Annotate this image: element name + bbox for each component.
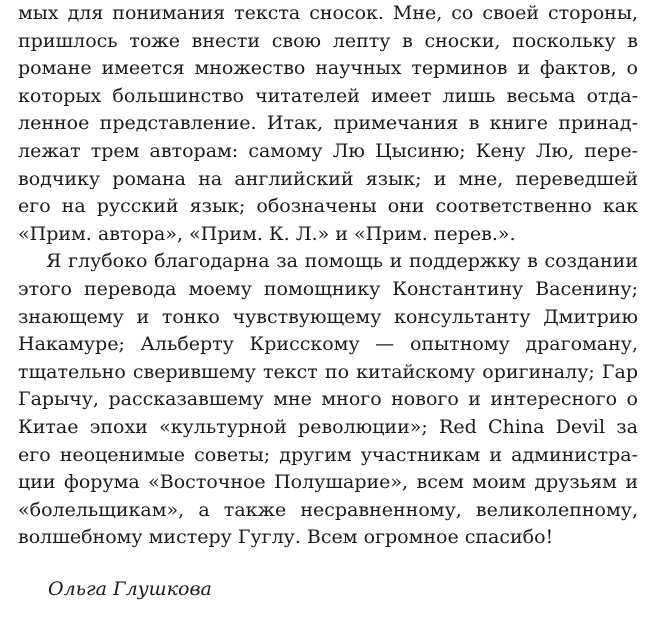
text-line: Китае эпохи «культурной революции»; Red China Devil за bbox=[18, 415, 638, 438]
text-line: ленное представление. Итак, примечания в книге принад- bbox=[18, 112, 638, 135]
text-line: его на русский язык; обозначены они соответственно как bbox=[18, 195, 638, 218]
text-line: знающему и тонко чувствующему консультанту Дмитрию bbox=[18, 305, 638, 328]
text-line: мых для понимания текста сносок. Мне, со своей стороны, bbox=[18, 2, 638, 24]
paragraph-notes bbox=[18, 0, 638, 248]
text-line: ции форума «Восточное Полушарие», всем моим друзьям и bbox=[18, 471, 638, 494]
text-line: тщательно сверившему текст по китайскому оригиналу; Гар bbox=[18, 360, 638, 383]
text-line: его неоценимые советы; другим участникам и администра- bbox=[18, 443, 638, 466]
text-line: Я глубоко благодарна за помощь и поддержку в создании bbox=[46, 250, 638, 273]
text-line: которых большинство читателей имеет лишь весьма отда- bbox=[18, 84, 638, 107]
text-line: «болельщикам», а также несравненному, великолепному, bbox=[18, 498, 638, 521]
text-line: этого перевода моему помощнику Константину Васенину; bbox=[18, 277, 638, 300]
text-line: романе имеется множество научных терминов и фактов, о bbox=[18, 57, 638, 80]
text-line: Накамуре; Альберту Крисскому — опытному драгоману, bbox=[18, 333, 638, 356]
text-line: пришлось тоже внести свою лепту в сноски, поскольку в bbox=[18, 29, 638, 52]
text-line: лежат трем авторам: самому Лю Цысиню; Кену Лю, пере- bbox=[18, 139, 638, 162]
document-body bbox=[18, 0, 638, 552]
text-line: волшебному мистеру Гуглу. Всем огромное спасибо! bbox=[18, 526, 554, 549]
text-line: водчику романа на английский язык; и мне, переведшей bbox=[18, 167, 638, 190]
text-line: «Прим. автора», «Прим. К. Л.» и «Прим. перев.». bbox=[18, 222, 516, 245]
paragraph-acknowledgements bbox=[18, 248, 638, 552]
text-line: Гарычу, рассказавшему мне много нового и интересного о bbox=[18, 388, 638, 411]
signature: Ольга Глушкова bbox=[48, 578, 212, 600]
